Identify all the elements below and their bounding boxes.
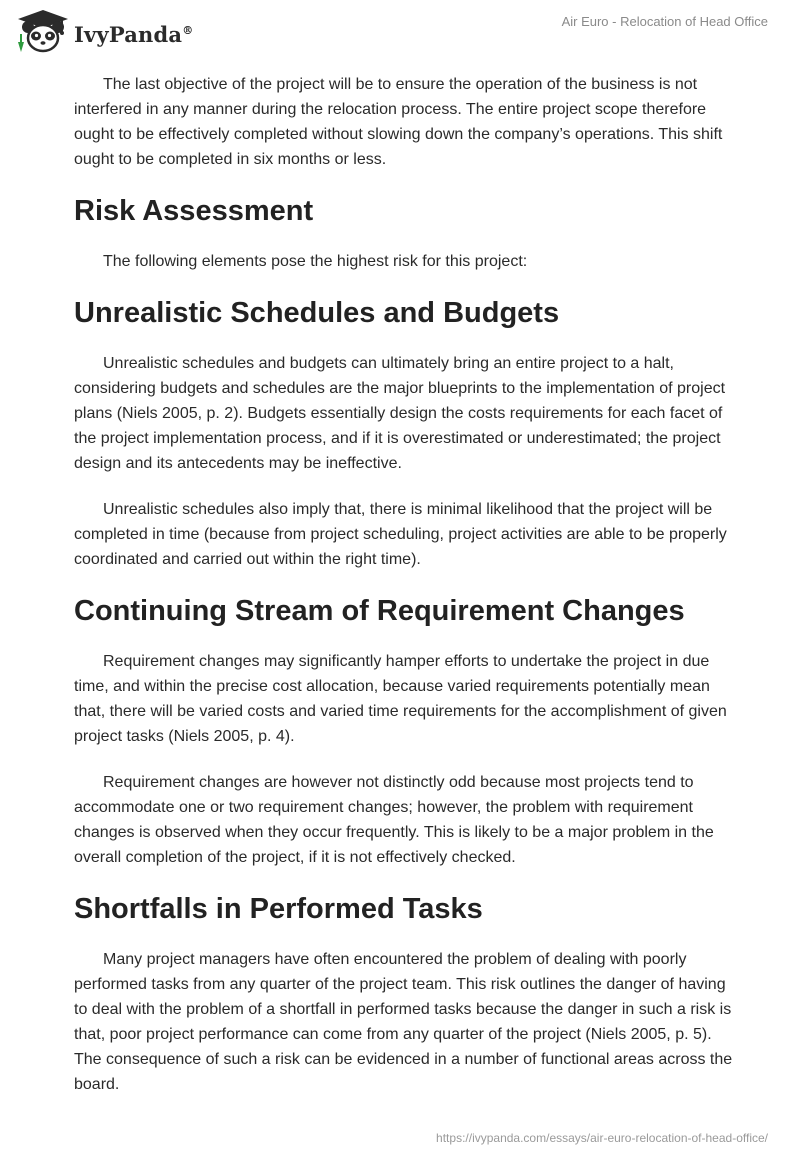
document-title: Air Euro - Relocation of Head Office (561, 14, 768, 29)
paragraph-unrealistic-1: Unrealistic schedules and budgets can ultimately bring an entire project to a halt, considering budgets and schedules are the major blueprints to the implementation of project plans (Niels 2005, p. 2). Budgets essentially design the costs requirements for each facet of the project implementation process, and if it is overestimated or underestimated; the project design and its antecedents may be ineffective. (74, 355, 726, 472)
paragraph-objective: The last objective of the project will be to ensure the operation of the business is not interfered in any manner during the relocation process. The entire project scope therefore ought to be effectively completed without slowing down the company’s operations. This shift ought to be completed in six months or less. (74, 76, 723, 168)
page-header (0, 0, 800, 70)
paragraph-changes-1: Requirement changes may significantly hamper efforts to undertake the project in due time, and within the precise cost allocation, because varied requirements potentially mean that, there will be varied costs and varied time requirements for the accomplishment of given project tasks (Niels 2005, p. 4). (74, 653, 727, 745)
article-body (74, 72, 734, 1118)
source-url[interactable]: https://ivypanda.com/essays/air-euro-relocation-of-head-office/ (436, 1131, 768, 1145)
heading-unrealistic-schedules: Unrealistic Schedules and Budgets (74, 297, 560, 329)
heading-risk-assessment: Risk Assessment (74, 195, 314, 227)
paragraph-risk-intro: The following elements pose the highest risk for this project: (103, 253, 528, 270)
paragraph-changes-2: Requirement changes are however not distinctly odd because most projects tend to accommodate one or two requirement changes; however, the problem with requirement changes is observed when they occur frequently. This is likely to be a major problem in the overall completion of the project, if it is not effectively checked. (74, 774, 714, 866)
panda-graduate-icon (14, 8, 72, 56)
ivypanda-logo[interactable] (14, 8, 193, 56)
logo-wordmark: IvyPanda® (74, 21, 194, 47)
paragraph-unrealistic-2: Unrealistic schedules also imply that, there is minimal likelihood that the project will be completed in time (because from project scheduling, project activities are able to be properly coordinated and carried out within the right time). (74, 501, 727, 568)
paragraph-shortfalls: Many project managers have often encountered the problem of dealing with poorly performed tasks from any quarter of the project team. This risk outlines the danger of having to deal with the problem of a shortfall in performed tasks because the danger in such a risk is that, poor project performance can come from any quarter of the project (Niels 2005, p. 5). The consequence of such a risk can be evidenced in a number of functional areas across the board. (74, 951, 733, 1093)
heading-shortfalls: Shortfalls in Performed Tasks (74, 893, 483, 925)
heading-requirement-changes: Continuing Stream of Requirement Changes (74, 595, 685, 627)
